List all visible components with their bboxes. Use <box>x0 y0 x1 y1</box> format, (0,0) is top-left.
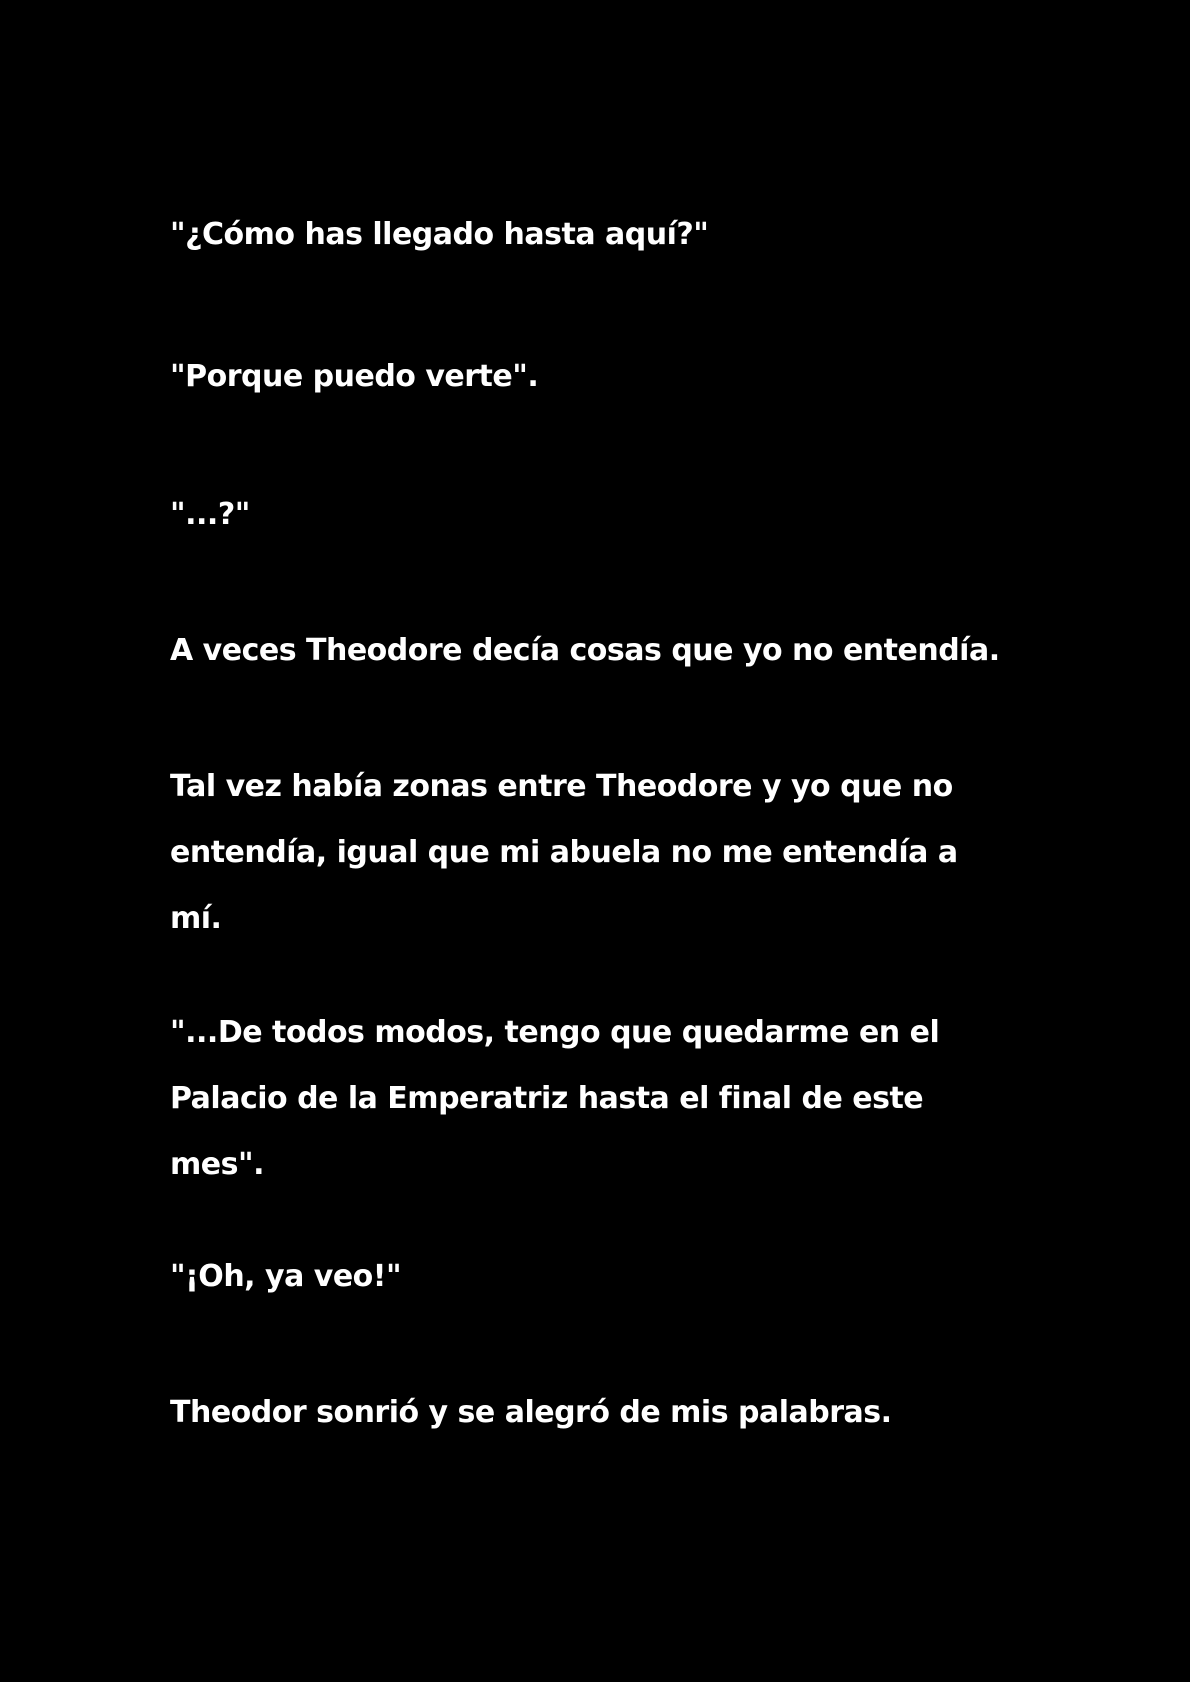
narration-line-1: A veces Theodore decía cosas que yo no entendía. <box>170 633 1000 668</box>
dialogue-line-2: "Porque puedo verte". <box>170 359 539 394</box>
dialogue-paragraph-4: "...De todos modos, tengo que quedarme en el Palacio de la Emperatriz hasta el final de este mes". <box>170 1015 940 1182</box>
narration-line-3: Theodor sonrió y se alegró de mis palabras. <box>170 1395 892 1430</box>
narration-paragraph-2: Tal vez había zonas entre Theodore y yo que no entendía, igual que mi abuela no me entendía a mí. <box>170 769 958 936</box>
dialogue-line-3: "...?" <box>170 497 250 532</box>
dialogue-line-1: "¿Cómo has llegado hasta aquí?" <box>170 217 709 252</box>
dialogue-line-5: "¡Oh, ya veo!" <box>170 1259 402 1294</box>
